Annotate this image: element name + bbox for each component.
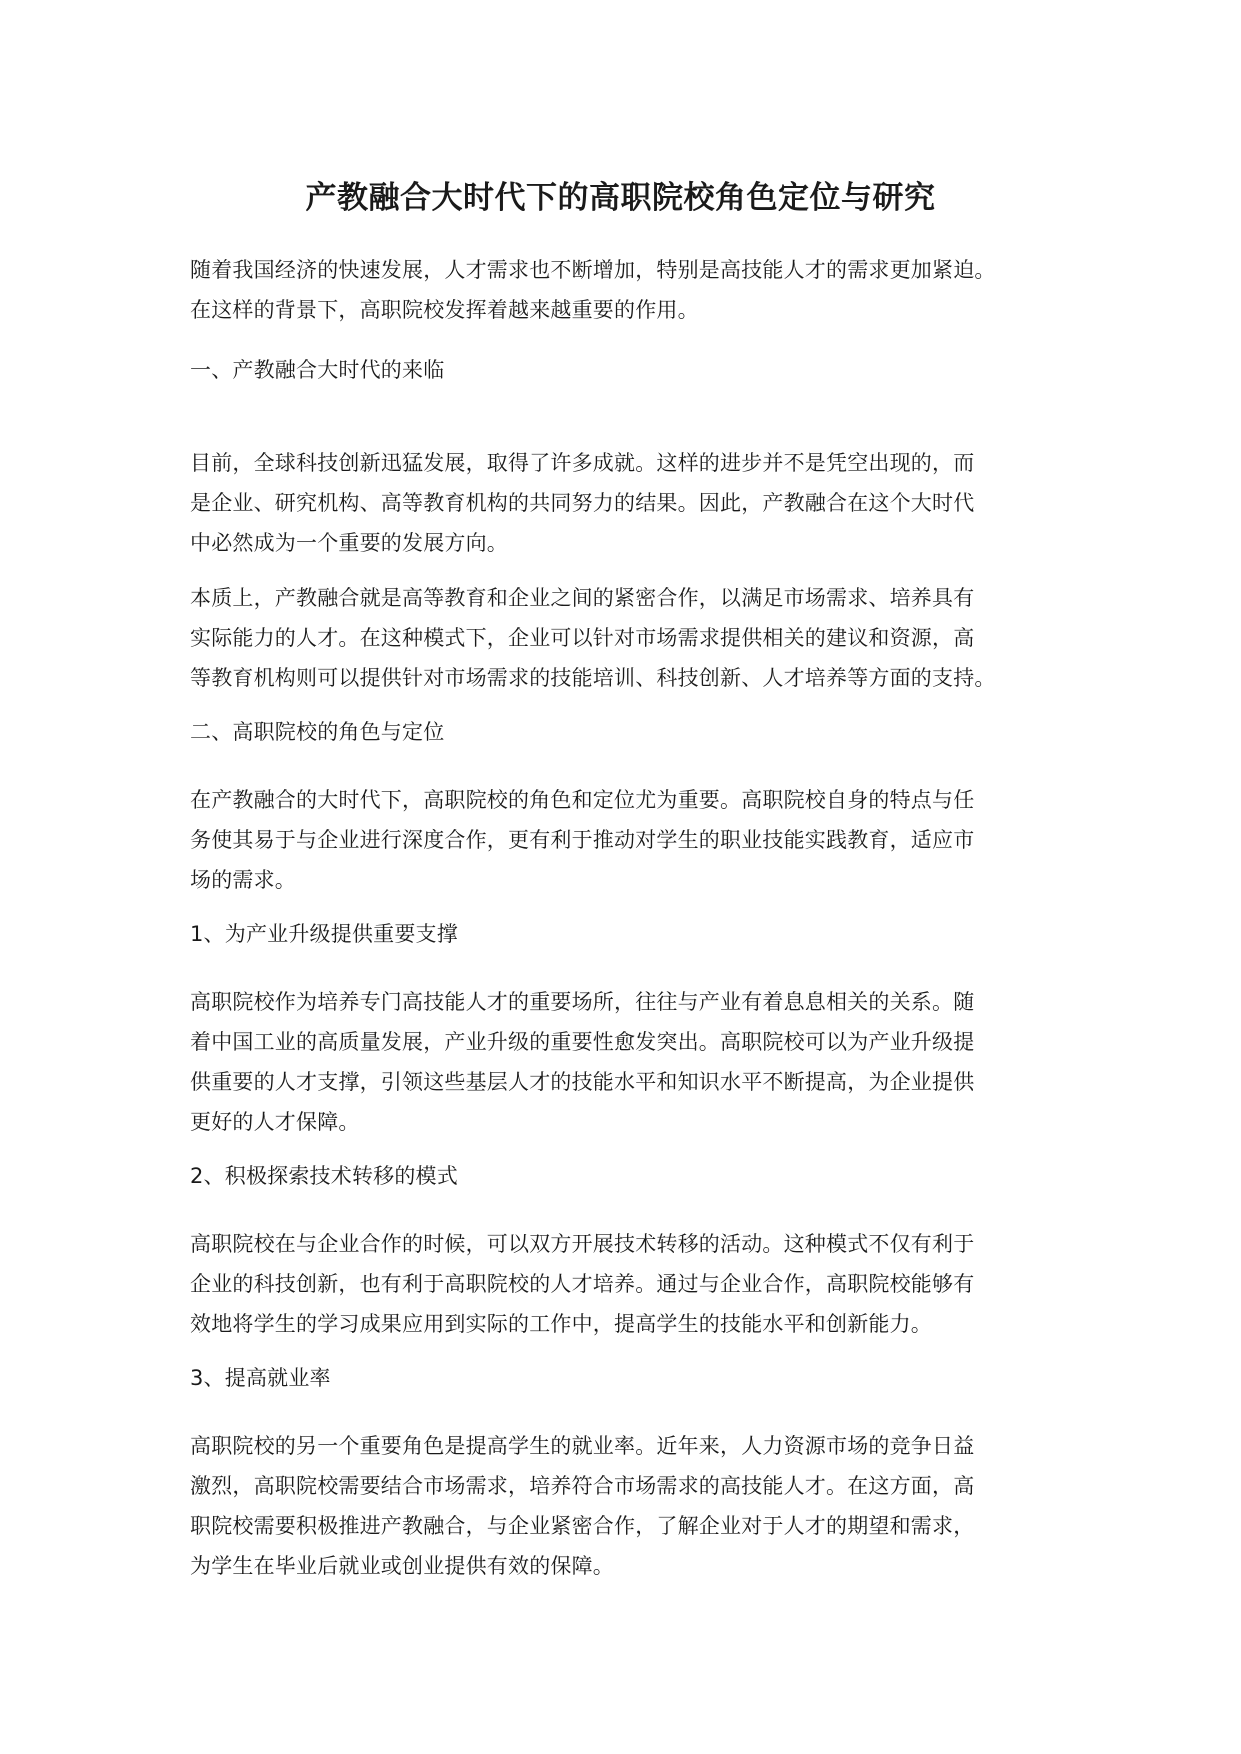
paragraph-line: 效地将学生的学习成果应用到实际的工作中，提高学生的技能水平和创新能力。	[190, 1312, 932, 1336]
section-heading-2	[190, 712, 1070, 752]
paragraph-line: 随着我国经济的快速发展，人才需求也不断增加，特别是高技能人才的需求更加紧迫。	[190, 258, 996, 282]
paragraph	[190, 443, 1070, 563]
paragraph-line: 高职院校的另一个重要角色是提高学生的就业率。近年来，人力资源市场的竞争日益	[190, 1434, 975, 1458]
paragraph	[190, 780, 1070, 900]
paragraph-line: 更好的人才保障。	[190, 1110, 360, 1134]
heading-text: 1、为产业升级提供重要支撑	[190, 922, 458, 946]
paragraph-line: 务使其易于与企业进行深度合作，更有利于推动对学生的职业技能实践教育，适应市	[190, 828, 975, 852]
paragraph-line: 在产教融合的大时代下，高职院校的角色和定位尤为重要。高职院校自身的特点与任	[190, 788, 975, 812]
section-heading-1	[190, 350, 1070, 390]
paragraph-line: 供重要的人才支撑，引领这些基层人才的技能水平和知识水平不断提高，为企业提供	[190, 1070, 975, 1094]
paragraph-line: 是企业、研究机构、高等教育机构的共同努力的结果。因此，产教融合在这个大时代	[190, 491, 975, 515]
subsection-heading-2	[190, 1156, 1070, 1196]
paragraph-line: 实际能力的人才。在这种模式下，企业可以针对市场需求提供相关的建议和资源，高	[190, 626, 975, 650]
heading-text: 一、产教融合大时代的来临	[190, 358, 445, 382]
subsection-heading-1	[190, 914, 1070, 954]
paragraph-line: 本质上，产教融合就是高等教育和企业之间的紧密合作，以满足市场需求、培养具有	[190, 586, 975, 610]
paragraph-line: 高职院校作为培养专门高技能人才的重要场所，往往与产业有着息息相关的关系。随	[190, 990, 975, 1014]
heading-text: 二、高职院校的角色与定位	[190, 720, 445, 744]
paragraph-line: 企业的科技创新，也有利于高职院校的人才培养。通过与企业合作，高职院校能够有	[190, 1272, 975, 1296]
paragraph-line: 激烈，高职院校需要结合市场需求，培养符合市场需求的高技能人才。在这方面，高	[190, 1474, 975, 1498]
paragraph-line: 目前，全球科技创新迅猛发展，取得了许多成就。这样的进步并不是凭空出现的，而	[190, 451, 975, 475]
paragraph-line: 中必然成为一个重要的发展方向。	[190, 531, 508, 555]
page-title: 产教融合大时代下的高职院校角色定位与研究	[305, 180, 936, 216]
paragraph-line: 高职院校在与企业合作的时候，可以双方开展技术转移的活动。这种模式不仅有利于	[190, 1232, 975, 1256]
paragraph-line: 场的需求。	[190, 868, 296, 892]
paragraph-intro	[190, 250, 1070, 330]
paragraph-line: 为学生在毕业后就业或创业提供有效的保障。	[190, 1554, 614, 1578]
paragraph-line: 在这样的背景下，高职院校发挥着越来越重要的作用。	[190, 298, 699, 322]
paragraph-line: 职院校需要积极推进产教融合，与企业紧密合作，了解企业对于人才的期望和需求，	[190, 1514, 975, 1538]
paragraph	[190, 982, 1070, 1142]
subsection-heading-3	[190, 1358, 1070, 1398]
paragraph-line: 着中国工业的高质量发展，产业升级的重要性愈发突出。高职院校可以为产业升级提	[190, 1030, 975, 1054]
paragraph	[190, 1224, 1070, 1344]
paragraph	[190, 1426, 1070, 1586]
heading-text: 2、积极探索技术转移的模式	[190, 1164, 458, 1188]
paragraph	[190, 578, 1070, 698]
paragraph-line: 等教育机构则可以提供针对市场需求的技能培训、科技创新、人才培养等方面的支持。	[190, 666, 996, 690]
heading-text: 3、提高就业率	[190, 1366, 331, 1390]
